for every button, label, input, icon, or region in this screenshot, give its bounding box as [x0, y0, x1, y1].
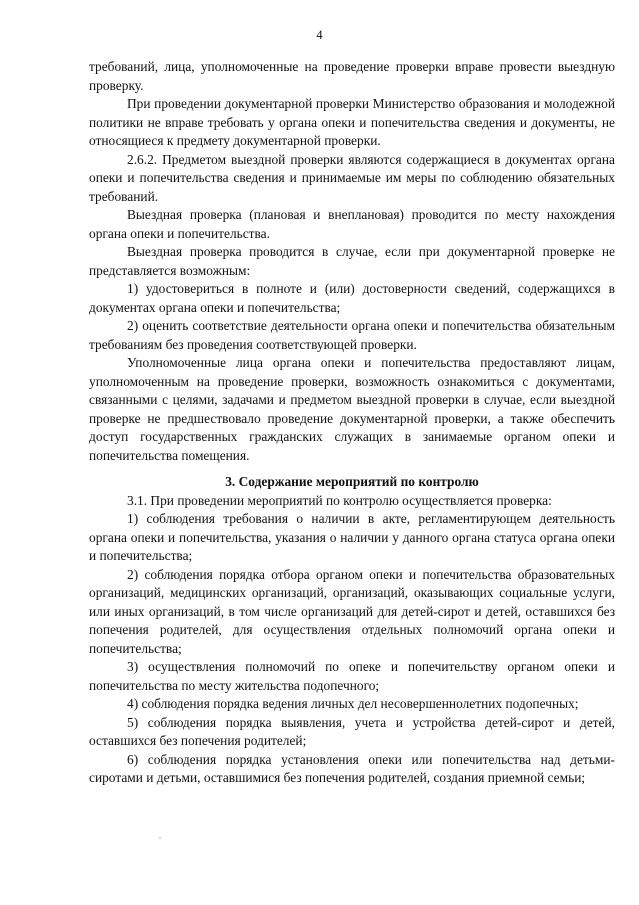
paragraph-field-check-location: Выездная проверка (плановая и внеплановая) проводится по месту нахождения органа опеки и попечительства.	[89, 207, 615, 241]
list-item-3: 3) осуществления полномочий по опеке и попечительству органом опеки и попечительства по месту жительства подопечного;	[89, 659, 615, 693]
paragraph-3-1: 3.1. При проведении мероприятий по контролю осуществляется проверка:	[127, 492, 552, 508]
scan-speck	[159, 837, 161, 839]
list-item-4: 4) соблюдения порядка ведения личных дел несовершеннолетних подопечных;	[127, 696, 579, 711]
paragraph-field-check-cases: Выездная проверка проводится в случае, если при документарной проверке не представляется возможным:	[89, 244, 615, 278]
paragraph-continuation: требований, лица, уполномоченные на проведение проверки вправе провести выездную проверку.	[89, 59, 615, 93]
list-item-2: 2) соблюдения порядка отбора органом опеки и попечительства образовательных организаций, медицинских организаций, организаций, оказывающих социальные услуги, или иных организаций, в том числе организаций для детей-сирот и детей, оставшихся без попечения родителей, для осуществления отдельных полномочий органа опеки и попечительства;	[89, 566, 615, 656]
list-item-assess: 2) оценить соответствие деятельности органа опеки и попечительства обязательным требованиям без проведения соответствующей проверки.	[89, 318, 615, 352]
list-item-6: 6) соблюдения порядка установления опеки или попечительства над детьми-сиротами и детьми, оставшимися без попечения родителей, создания приемной семьи;	[89, 751, 615, 785]
section-heading: 3. Содержание мероприятий по контролю	[225, 474, 479, 489]
paragraph-documentary-check: При проведении документарной проверки Министерство образования и молодежной политики не вправе требовать у органа опеки и попечительства сведения и документы, не относящиеся к предмету документарной проверки.	[89, 96, 615, 148]
document-body	[89, 58, 615, 788]
list-item-verify: 1) удостовериться в полноте и (или) достоверности сведений, содержащихся в документах органа опеки и попечительства;	[89, 281, 615, 315]
paragraph-2-6-2: 2.6.2. Предметом выездной проверки являются содержащиеся в документах органа опеки и попечительства сведения и принимаемые им меры по соблюдению обязательных требований.	[89, 151, 615, 204]
list-item-5: 5) соблюдения порядка выявления, учета и устройства детей-сирот и детей, оставшихся без попечения родителей;	[89, 714, 615, 748]
paragraph-authorized-persons: Уполномоченные лица органа опеки и попечительства предоставляют лицам, уполномоченным на проведение проверки, возможность ознакомиться с документами, связанными с целями, задачами и предметом выездной проверки в случае, если выездной проверке не предшествовало проведение документарной проверки, а также обеспечить доступ государственных гражданских служащих в занимаемые органом опеки и попечительства помещения.	[89, 355, 615, 463]
page-number: 4	[316, 28, 323, 42]
list-item-1: 1) соблюдения требования о наличии в акте, регламентирующем деятельность органа опеки и попечительства, указания о наличии у данного органа статуса органа опеки и попечительства;	[89, 511, 615, 563]
